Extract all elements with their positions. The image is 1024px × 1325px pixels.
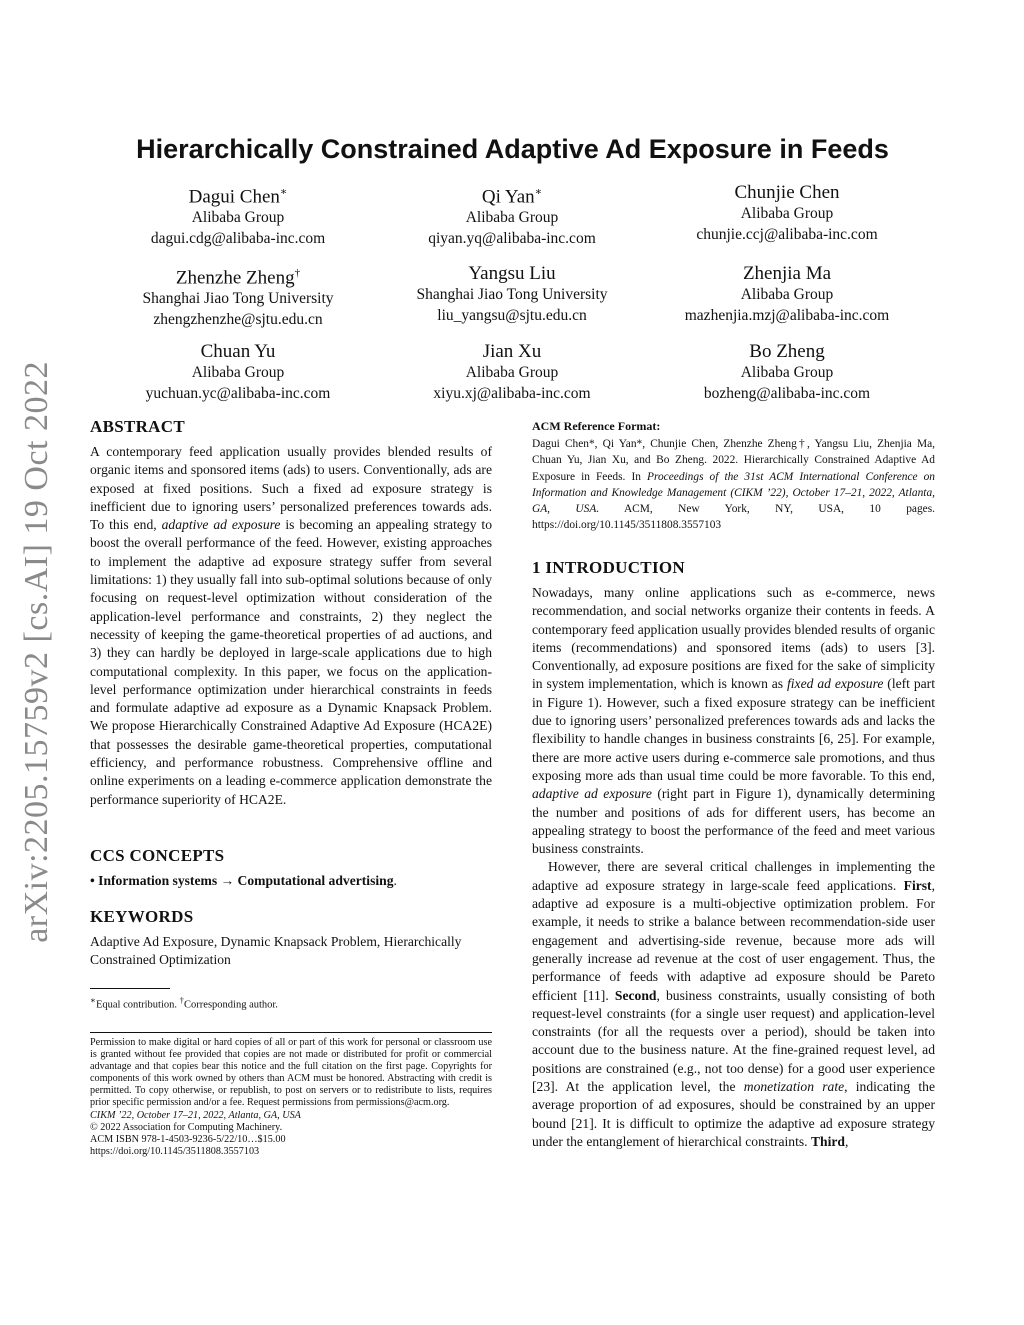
permission-rule <box>90 1032 492 1033</box>
author-mark: † <box>294 267 301 279</box>
author-name: Zhenzhe Zheng <box>175 267 295 289</box>
author-affiliation: Alibaba Group <box>465 209 559 227</box>
author-name: Chuan Yu <box>200 341 276 362</box>
permission-text: Permission to make digital or hard copies of all or part of this work for personal or classroom use is granted without fee provided that copies are not made or distributed for profit or commercial advantage and that copies bear this notice and the full citation on the first page. Copyrights for components of this work owned by others than ACM must be honored. Abstracting with credit is permitted. To copy otherwise, or republish, to post on servers or to redistribute to lists, requires prior specific permission and/or a fee. Request permissions from permissions@acm.org. <box>90 1037 492 1109</box>
doi-link[interactable]: https://doi.org/10.1145/3511808.3557103 <box>90 1145 260 1157</box>
author-block <box>372 341 652 404</box>
author-block <box>647 341 927 404</box>
keywords-section <box>90 907 492 970</box>
acm-ref-heading: ACM Reference Format: <box>532 419 661 433</box>
author-block <box>372 263 652 326</box>
author-name: Dagui Chen <box>188 186 280 208</box>
author-email[interactable]: qiyan.yq@alibaba-inc.com <box>428 230 596 248</box>
author-email[interactable]: dagui.cdg@alibaba-inc.com <box>150 230 326 248</box>
ccs-section <box>90 846 492 890</box>
abstract-text: A contemporary feed application usually provides blended results of organic items and sponsored items (ads) to users. Conventionally, ads are exposed at fixed positions. Such a fixed ad exposure strategy is inefficient due to ignoring users’ personalized preferences towards ads. To this end, adaptive ad exposure is becoming an appealing strategy to boost the overall performance of the feed. However, existing approaches to implement the adaptive ad exposure strategy suffer from several limitations: 1) they usually fall into sub-optimal solutions because of only focusing on request-level optimization without consideration of the application-level performance and constraints, 2) they neglect the necessity of keeping the game-theoretical properties of ad auctions, and 3) they can hardly be deployed in large-scale applications due to high computational complexity. In this paper, we focus on the application-level performance optimization under hierarchical constraints in feeds and formulate adaptive ad exposure as a Dynamic Knapsack Problem. We propose Hierarchically Constrained Adaptive Ad Exposure (HCA2E) that possesses the desirable game-theoretical properties, computational efficiency, and performance robustness. Comprehensive offline and online experiments on a leading e-commerce application demonstrate the performance superiority of HCA2E. <box>90 444 493 807</box>
author-email[interactable]: zhengzhenzhe@sjtu.edu.cn <box>153 311 323 329</box>
permission-block <box>90 1037 492 1158</box>
abstract-section <box>90 417 492 809</box>
author-affiliation: Alibaba Group <box>740 364 834 381</box>
author-email[interactable]: mazhenjia.mzj@alibaba-inc.com <box>684 307 890 324</box>
author-affiliation: Alibaba Group <box>740 205 834 222</box>
intro-paragraph-1: Nowadays, many online applications such as e-commerce, news recommendation, and social networks organize their contents in feeds. A contemporary feed application usually provides blended results of organic items (recommendations) and sponsored items (ads) to users [3]. Conventionally, ad exposure positions are fixed for the sake of simplicity in system implementation, which is known as fixed ad exposure (left part in Figure 1). However, such a fixed exposure strategy can be inefficient due to ignoring users’ personalized preferences towards ads and lacks the flexibility to handle changes in business constraints [6, 25]. For example, there are more active users during e-commerce sale promotions, and thus exposing more ads than usual time could be more favorable. To this end, adaptive ad exposure (right part in Figure 1), dynamically determining the number and positions of ads for different users, has become an appealing strategy to boost the performance of the feed and meet various business constraints. <box>532 585 935 857</box>
author-block <box>98 263 378 330</box>
intro-paragraph-2: However, there are several critical challenges in implementing the adaptive ad exposure strategy in large-scale feed applications. First, adaptive ad exposure is a multi-objective optimization problem. For example, it needs to strike a balance between recommendation-side user engagement and advertising-side revenue, because more ads will generally increase ad revenue at the cost of user engagement. Thus, the performance of feeds with adaptive ad exposure should be Pareto efficient [11]. Second, business constraints, usually consisting of both request-level constraints (for a single user request) and application-level constraints (for all the requests over a period), should be taken into account due to the business nature. At the fine-grained request level, ad positions are constrained (e.g., not too dense) for a good user experience [23]. At the application level, the monetization rate, indicating the average proportion of ad exposures, should be constrained by an upper bound [21]. It is difficult to optimize the adaptive ad exposure strategy under the entanglement of hierarchical constraints. Third, <box>532 859 936 1149</box>
copyright: © 2022 Association for Computing Machinery. <box>90 1121 283 1133</box>
author-mark: ∗ <box>534 186 543 198</box>
author-block <box>647 263 927 326</box>
author-affiliation: Alibaba Group <box>191 364 285 381</box>
author-email[interactable]: xiyu.xj@alibaba-inc.com <box>433 385 591 402</box>
author-block <box>98 182 378 249</box>
author-affiliation: Alibaba Group <box>740 286 834 303</box>
keywords-text: Adaptive Ad Exposure, Dynamic Knapsack Problem, Hierarchically Constrained Optimization <box>90 934 462 968</box>
intro-heading: 1 INTRODUCTION <box>532 558 685 577</box>
author-mark: ∗ <box>279 186 288 198</box>
author-affiliation: Shanghai Jiao Tong University <box>416 286 608 303</box>
author-email[interactable]: bozheng@alibaba-inc.com <box>703 385 871 402</box>
author-affiliation: Alibaba Group <box>465 364 559 381</box>
isbn: ACM ISBN 978-1-4503-9236-5/22/10…$15.00 <box>90 1133 286 1145</box>
venue: CIKM ’22, October 17–21, 2022, Atlanta, GA, USA <box>90 1109 301 1121</box>
author-name: Bo Zheng <box>749 341 825 362</box>
ccs-heading: CCS CONCEPTS <box>90 846 225 865</box>
author-email[interactable]: chunjie.ccj@alibaba-inc.com <box>696 226 878 243</box>
author-affiliation: Alibaba Group <box>191 209 285 227</box>
author-name: Yangsu Liu <box>468 263 556 284</box>
abstract-heading: ABSTRACT <box>90 417 185 436</box>
ccs-text: • Information systems → Computational advertising. <box>90 873 397 888</box>
arxiv-stamp: arXiv:2205.15759v2 [cs.AI] 19 Oct 2022 <box>18 361 55 943</box>
introduction-section <box>532 558 935 1151</box>
author-name: Zhenjia Ma <box>742 263 832 284</box>
keywords-heading: KEYWORDS <box>90 907 194 926</box>
author-block <box>372 182 652 249</box>
author-block <box>98 341 378 404</box>
author-name: Jian Xu <box>482 341 542 362</box>
author-affiliation: Shanghai Jiao Tong University <box>142 290 334 308</box>
author-block <box>647 182 927 245</box>
footnote-rule <box>90 988 170 989</box>
acm-reference <box>532 419 935 534</box>
author-name: Qi Yan <box>481 186 535 208</box>
author-email[interactable]: yuchuan.yc@alibaba-inc.com <box>145 385 331 402</box>
author-name: Chunjie Chen <box>734 182 840 203</box>
paper-title: Hierarchically Constrained Adaptive Ad Exposure in Feeds <box>136 134 889 164</box>
footnote: ∗Equal contribution. †Corresponding author. <box>90 995 278 1011</box>
acm-ref-text: Dagui Chen*, Qi Yan*, Chunjie Chen, Zhenzhe Zheng†, Yangsu Liu, Zhenjia Ma, Chuan Yu, Jian Xu, and Bo Zheng. 2022. Hierarchically Constrained Adaptive Ad Exposure in Feeds. In Proceedings of the 31st ACM International Conference on Information and Knowledge Management (CIKM ’22), October 17–21, 2022, Atlanta, GA, USA. ACM, New York, NY, USA, 10 pages. https://doi.org/10.1145/3511808.3557103 <box>532 438 935 532</box>
author-email[interactable]: liu_yangsu@sjtu.edu.cn <box>437 307 587 324</box>
